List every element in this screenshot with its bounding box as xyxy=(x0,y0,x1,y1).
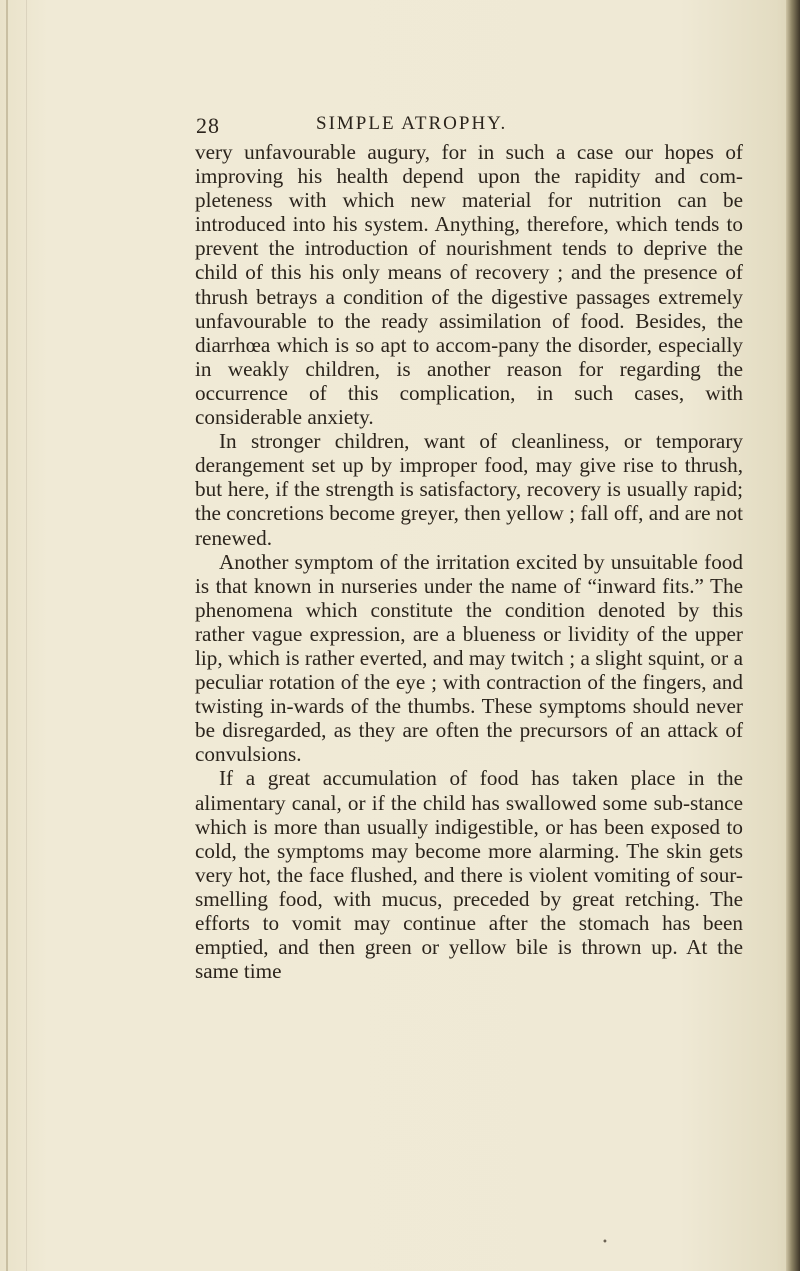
page-number: 28 xyxy=(196,113,220,138)
paragraph-2: In stronger children, want of cleanliness, or temporary derangement set up by improper food, may give rise to thrush, but here, if the strength is satisfactory, recovery is usually rapid; the concretions become greyer, then yellow ; fall off, and are not renewed. xyxy=(195,429,743,550)
page-header xyxy=(0,113,800,137)
paragraph-1: very unfavourable augury, for in such a case our hopes of improving his health depend upon the rapidity and com-pleteness with which new material for nutrition can be introduced into his system. Anything, therefore, which tends to prevent the introduction of nourishment tends to deprive the child of this his only means of recovery ; and the presence of thrush betrays a condition of the digestive passages extremely unfavourable to the ready assimilation of food. Besides, the diarrhœa which is so apt to accom-pany the disorder, especially in weakly children, is another reason for regarding the occurrence of this complication, in such cases, with considerable anxiety. xyxy=(195,140,743,430)
binding-shadow xyxy=(26,0,27,1271)
running-head: SIMPLE ATROPHY. xyxy=(316,113,508,134)
page-right-edge xyxy=(786,0,800,1271)
paragraph-4: If a great accumulation of food has taken place in the alimentary canal, or if the child has swallowed some sub-stance which is more than usually indigestible, or has been exposed to cold, the symptoms may become more alarming. The skin gets very hot, the face flushed, and there is violent vomiting of sour-smelling food, with mucus, preceded by great retching. The efforts to vomit may continue after the stomach has been emptied, and then green or yellow bile is thrown up. At the same time xyxy=(195,766,743,984)
paragraph-3: Another symptom of the irritation excited by unsuitable food is that known in nurseries under the name of “inward fits.” The phenomena which constitute the condition denoted by this rather vague expression, are a blueness or lividity of the upper lip, which is rather everted, and may twitch ; a slight squint, or a peculiar rotation of the eye ; with contraction of the fingers, and twisting in-wards of the thumbs. These symptoms should never be disregarded, as they are often the precursors of an attack of convulsions. xyxy=(195,549,743,767)
ink-speck: • xyxy=(602,1237,608,1248)
body-text xyxy=(195,140,743,983)
page-left-edge xyxy=(6,0,8,1271)
